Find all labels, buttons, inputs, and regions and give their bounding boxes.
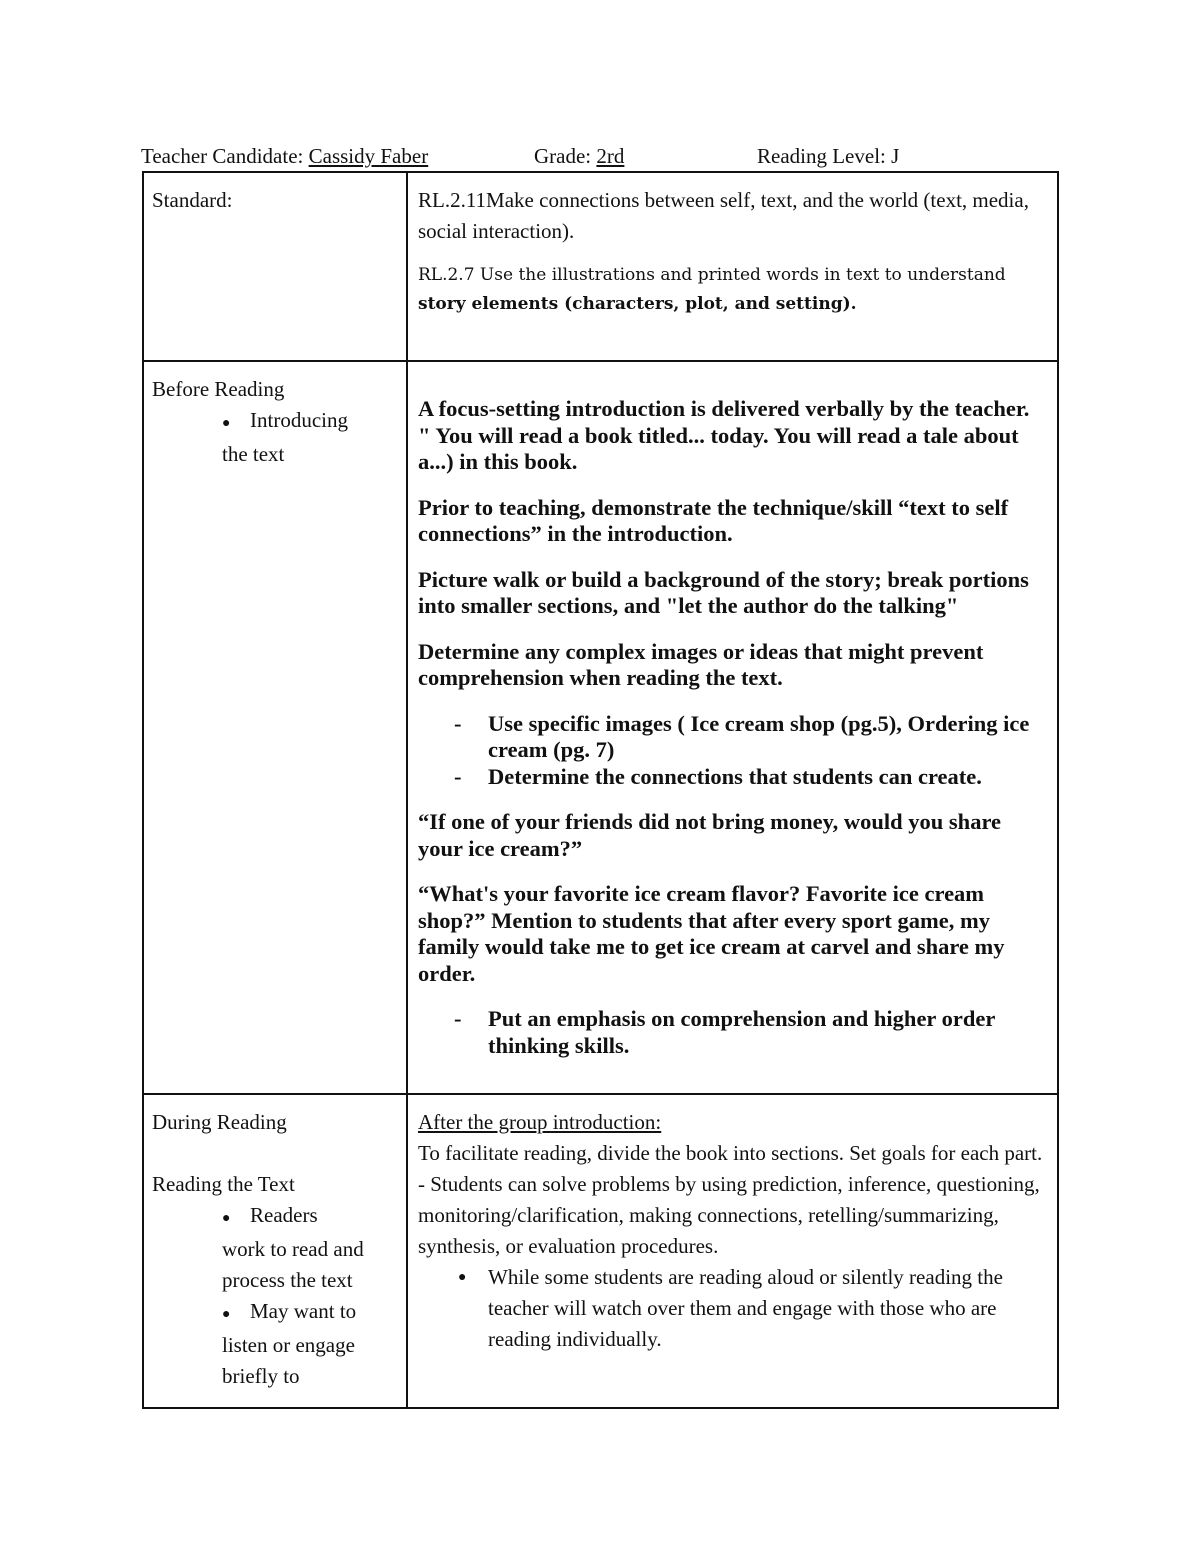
friends-question: “If one of your friends did not bring money, would you share your ice cream?” [418, 809, 1002, 861]
standard-rl-2-7-text: RL.2.7 Use the illustrations and printed words in text to understand [418, 265, 1006, 285]
readers-bullet-cont-1: work to read and [222, 1237, 364, 1261]
emphasis-dash-list [418, 1006, 1047, 1059]
during-reading-label-cell [143, 1094, 407, 1408]
grade [534, 142, 624, 170]
bullet-icon: ● [458, 1270, 467, 1285]
demonstrate-paragraph: Prior to teaching, demonstrate the technique/skill “text to self connections” in the introduction. [418, 494, 1009, 546]
document-header [141, 142, 1059, 172]
before-reading-row [143, 361, 1058, 1094]
strategies-paragraph: - Students can solve problems by using prediction, inference, questioning, monitoring/clarification, making connections, retelling/summarizing, synthesis, or evaluation procedures. [418, 1172, 1040, 1258]
dash-item-emphasis [418, 1006, 1047, 1059]
reading-level: Reading Level: J [757, 144, 900, 168]
complex-images-paragraph: Determine any complex images or ideas that might prevent comprehension when reading the text. [418, 638, 984, 690]
standard-label: Standard: [152, 188, 233, 212]
teacher-candidate [141, 142, 428, 170]
dash-item-images [418, 711, 1047, 764]
bullet-icon: ● [222, 1307, 231, 1322]
dash-item-images-text: Use specific images ( Ice cream shop (pg.5), Ordering ice cream (pg. 7) [488, 710, 1030, 762]
dash-icon: - [454, 710, 462, 736]
listen-bullet-cont-2: briefly to [222, 1364, 300, 1388]
lesson-plan-table [142, 171, 1059, 1409]
dash-item-connections [418, 764, 1047, 791]
standard-rl-2-11: RL.2.11Make connections between self, text, and the world (text, media, social interaction). [418, 188, 1029, 243]
dash-item-connections-text: Determine the connections that students can create. [488, 763, 982, 789]
readers-bullet-text: Readers [250, 1203, 318, 1227]
watch-over-text: While some students are reading aloud or silently reading the teacher will watch over them and engage with those who are reading individually. [488, 1265, 1003, 1351]
listen-bullet [152, 1296, 398, 1330]
watch-over-bullet [418, 1262, 1047, 1355]
before-bullet-continuation: the text [222, 442, 285, 466]
standard-content-cell [407, 172, 1058, 361]
bullet-icon: ● [222, 416, 231, 431]
reading-the-text-label: Reading the Text [152, 1172, 295, 1196]
favorite-flavor-paragraph: “What's your favorite ice cream flavor? Favorite ice cream shop?” Mention to students that after every sport game, my family would take me to get ice cream at carvel and share my order. [418, 881, 1005, 986]
images-dash-list [418, 711, 1047, 791]
readers-bullet-cont-2: process the text [222, 1268, 353, 1292]
standard-rl-2-7 [418, 261, 1047, 319]
dash-icon: - [454, 763, 462, 789]
during-reading-content-cell [407, 1094, 1058, 1408]
spacer [152, 1138, 398, 1169]
grade-label: Grade: [534, 144, 597, 168]
standard-label-cell [143, 172, 407, 361]
dash-item-emphasis-text: Put an emphasis on comprehension and higher order thinking skills. [488, 1006, 995, 1058]
standard-row [143, 172, 1058, 361]
before-reading-bullet [152, 405, 398, 439]
picture-walk-paragraph: Picture walk or build a background of the story; break portions into smaller sections, and "let the author do the talking" [418, 566, 1029, 618]
grade-value: 2rd [596, 144, 625, 168]
listen-bullet-text: May want to [250, 1299, 357, 1323]
before-reading-content-cell [407, 361, 1058, 1094]
dash-icon: - [454, 1006, 462, 1031]
listen-bullet-cont-1: listen or engage [222, 1333, 355, 1357]
facilitate-paragraph: To facilitate reading, divide the book into sections. Set goals for each part. [418, 1141, 1043, 1165]
before-reading-label: Before Reading [152, 377, 285, 401]
teacher-name: Cassidy Faber [308, 144, 429, 168]
during-reading-row [143, 1094, 1058, 1408]
bullet-icon: ● [222, 1211, 231, 1226]
teacher-label: Teacher Candidate: [141, 144, 309, 168]
during-reading-label: During Reading [152, 1110, 287, 1134]
before-reading-label-cell [143, 361, 407, 1094]
intro-paragraph: A focus-setting introduction is delivered verbally by the teacher. " You will read a book titled... today. You will read a tale about a...) in this book. [418, 396, 1030, 474]
group-intro-heading: After the group introduction: [418, 1110, 662, 1134]
readers-bullet [152, 1200, 398, 1234]
standard-rl-2-7-bold: story elements (characters, plot, and setting). [418, 294, 857, 314]
before-bullet-text: Introducing [250, 408, 348, 432]
